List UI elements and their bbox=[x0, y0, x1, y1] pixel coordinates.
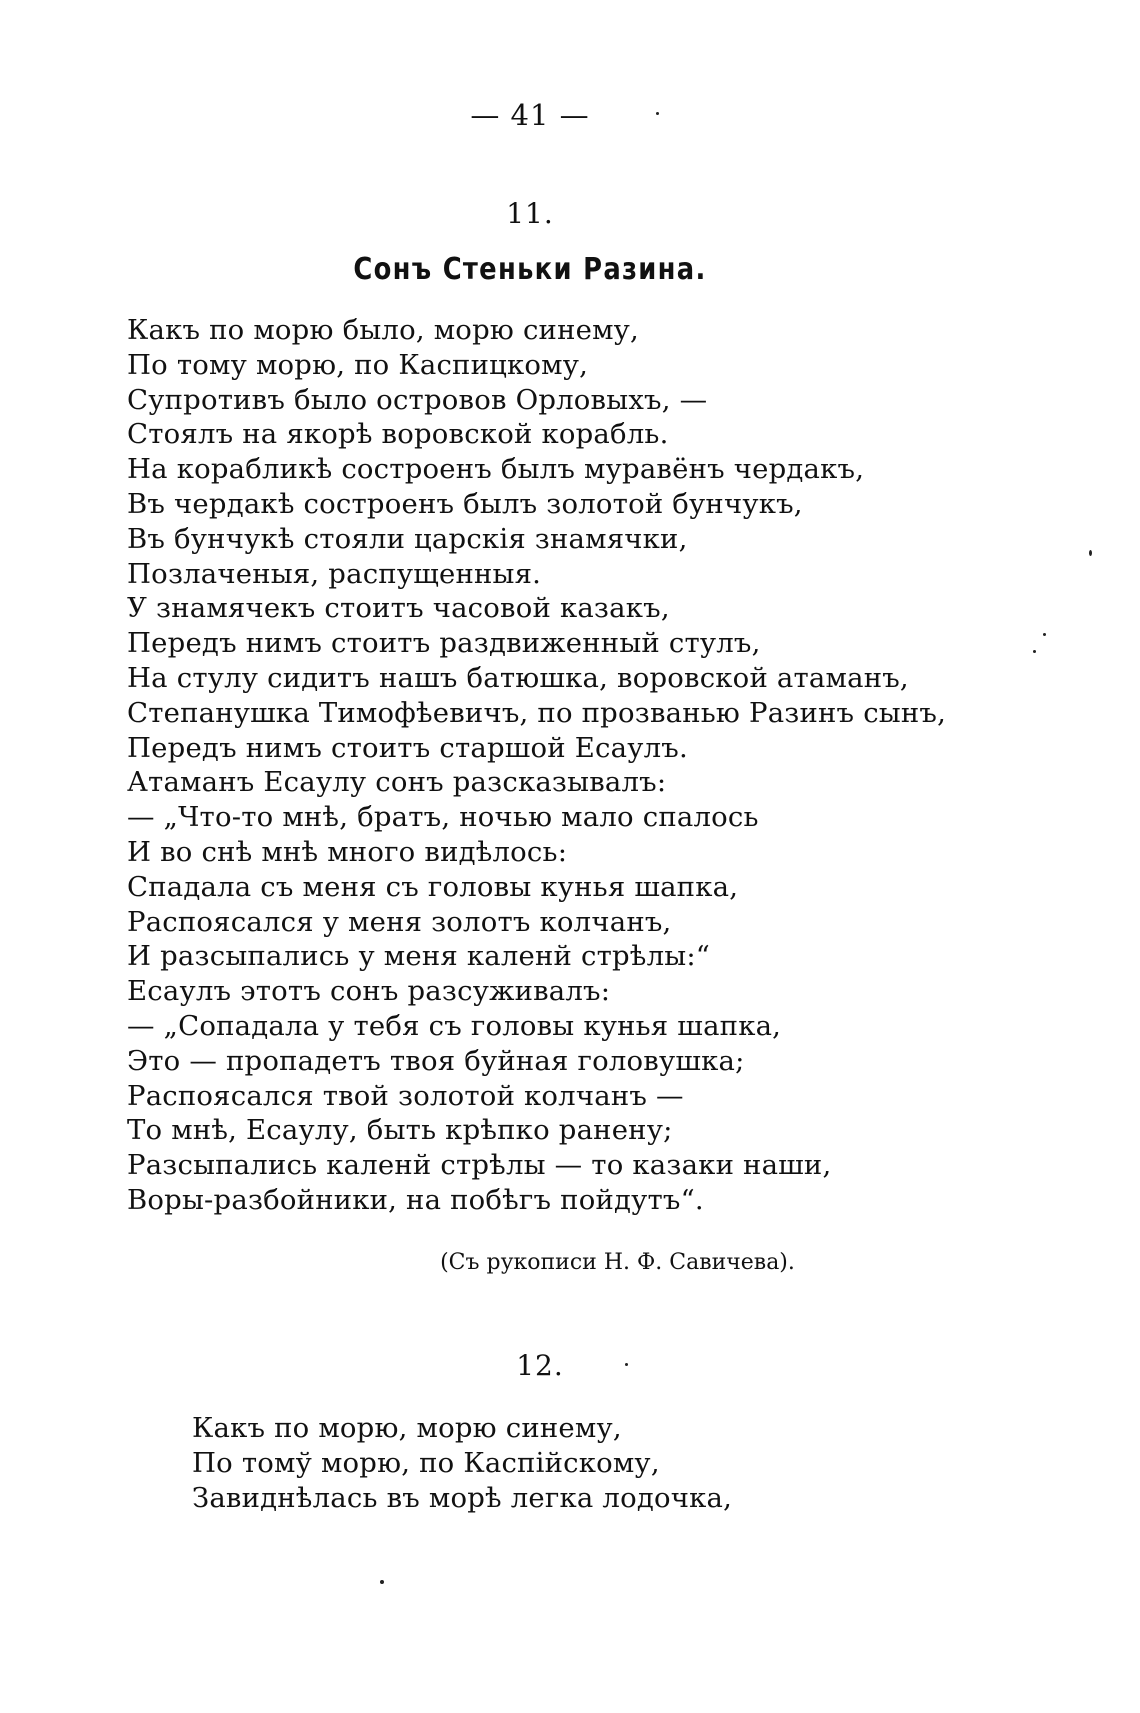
verse-line: Передъ нимъ стоитъ старшой Есаулъ. bbox=[127, 731, 688, 764]
verse-line: Завиднѣлась въ морѣ легка лодочка, bbox=[192, 1481, 733, 1514]
verse-line: — „Сопадала у тебя съ головы кунья шапка, bbox=[127, 1009, 782, 1042]
verse-line: Въ бунчукѣ стояли царскія знамячки, bbox=[127, 522, 688, 555]
verse-line: У знамячекъ стоитъ часовой казакъ, bbox=[127, 592, 670, 625]
verse-line: На стулу сидитъ нашъ батюшка, воровской атаманъ, bbox=[127, 661, 909, 694]
verse-line: Супротивъ было островов Орловыхъ, — bbox=[127, 383, 708, 416]
verse-line: Разсыпались каленй стрѣлы — то казаки наши, bbox=[127, 1149, 832, 1182]
scan-speck bbox=[1043, 633, 1046, 636]
scan-speck bbox=[1089, 550, 1092, 556]
verse-line: Какъ по морю, морю синему, bbox=[192, 1412, 622, 1444]
verse-line: То мнѣ, Есаулу, быть крѣпко ранену; bbox=[127, 1114, 673, 1147]
scan-speck bbox=[380, 1580, 384, 1584]
poem-verse bbox=[127, 313, 946, 1218]
verse-line: По томў морю, по Каспійскому, bbox=[192, 1446, 660, 1479]
verse-line: Это — пропадетъ твоя буйная головушка; bbox=[127, 1044, 745, 1077]
scan-speck bbox=[1033, 650, 1036, 653]
verse-line: Распоясался у меня золотъ колчанъ, bbox=[127, 905, 672, 938]
verse-line: И разсыпались у меня каленй стрѣлы:“ bbox=[127, 940, 711, 973]
verse-line: Есаулъ этотъ сонъ разсуживалъ: bbox=[127, 975, 611, 1008]
verse-line: Распоясался твой золотой колчанъ — bbox=[127, 1079, 684, 1112]
source-attribution: (Съ рукописи Н. Ф. Савичева). bbox=[440, 1250, 795, 1275]
verse-line: На корабликѣ состроенъ былъ муравёнъ чердакъ, bbox=[127, 453, 865, 486]
verse-line: Въ чердакѣ состроенъ былъ золотой бунчукъ, bbox=[127, 487, 803, 520]
scan-speck bbox=[625, 1363, 628, 1366]
verse-line: И во снѣ мнѣ много видѣлось: bbox=[127, 835, 568, 868]
verse-line: Спадала съ меня съ головы кунья шапка, bbox=[127, 870, 739, 903]
poem-number: 11. bbox=[506, 197, 554, 230]
verse-line: Степанушка Тимофѣевичъ, по прозванью Разинъ сынъ, bbox=[127, 696, 947, 729]
scan-speck bbox=[656, 112, 659, 115]
verse-line: Позлаченыя, распущенныя. bbox=[127, 557, 542, 590]
verse-line: Передъ нимъ стоитъ раздвиженный стулъ, bbox=[127, 627, 761, 660]
page-number: — 41 — bbox=[470, 98, 590, 132]
verse-line: Атаманъ Есаулу сонъ разсказывалъ: bbox=[127, 766, 667, 799]
verse-line: Какъ по морю было, морю синему, bbox=[127, 314, 639, 346]
poem-number: 12. bbox=[516, 1349, 564, 1382]
poem-verse bbox=[192, 1411, 732, 1515]
verse-line: Стоялъ на якорѣ воровской корабль. bbox=[127, 418, 669, 451]
poem-title: Сонъ Стеньки Разина. bbox=[353, 252, 707, 287]
verse-line: По тому морю, по Каспицкому, bbox=[127, 348, 589, 381]
verse-line: Воры-разбойники, на побѣгъ пойдутъ“. bbox=[127, 1183, 704, 1216]
verse-line: — „Что-то мнѣ, братъ, ночью мало спалось bbox=[127, 801, 759, 834]
